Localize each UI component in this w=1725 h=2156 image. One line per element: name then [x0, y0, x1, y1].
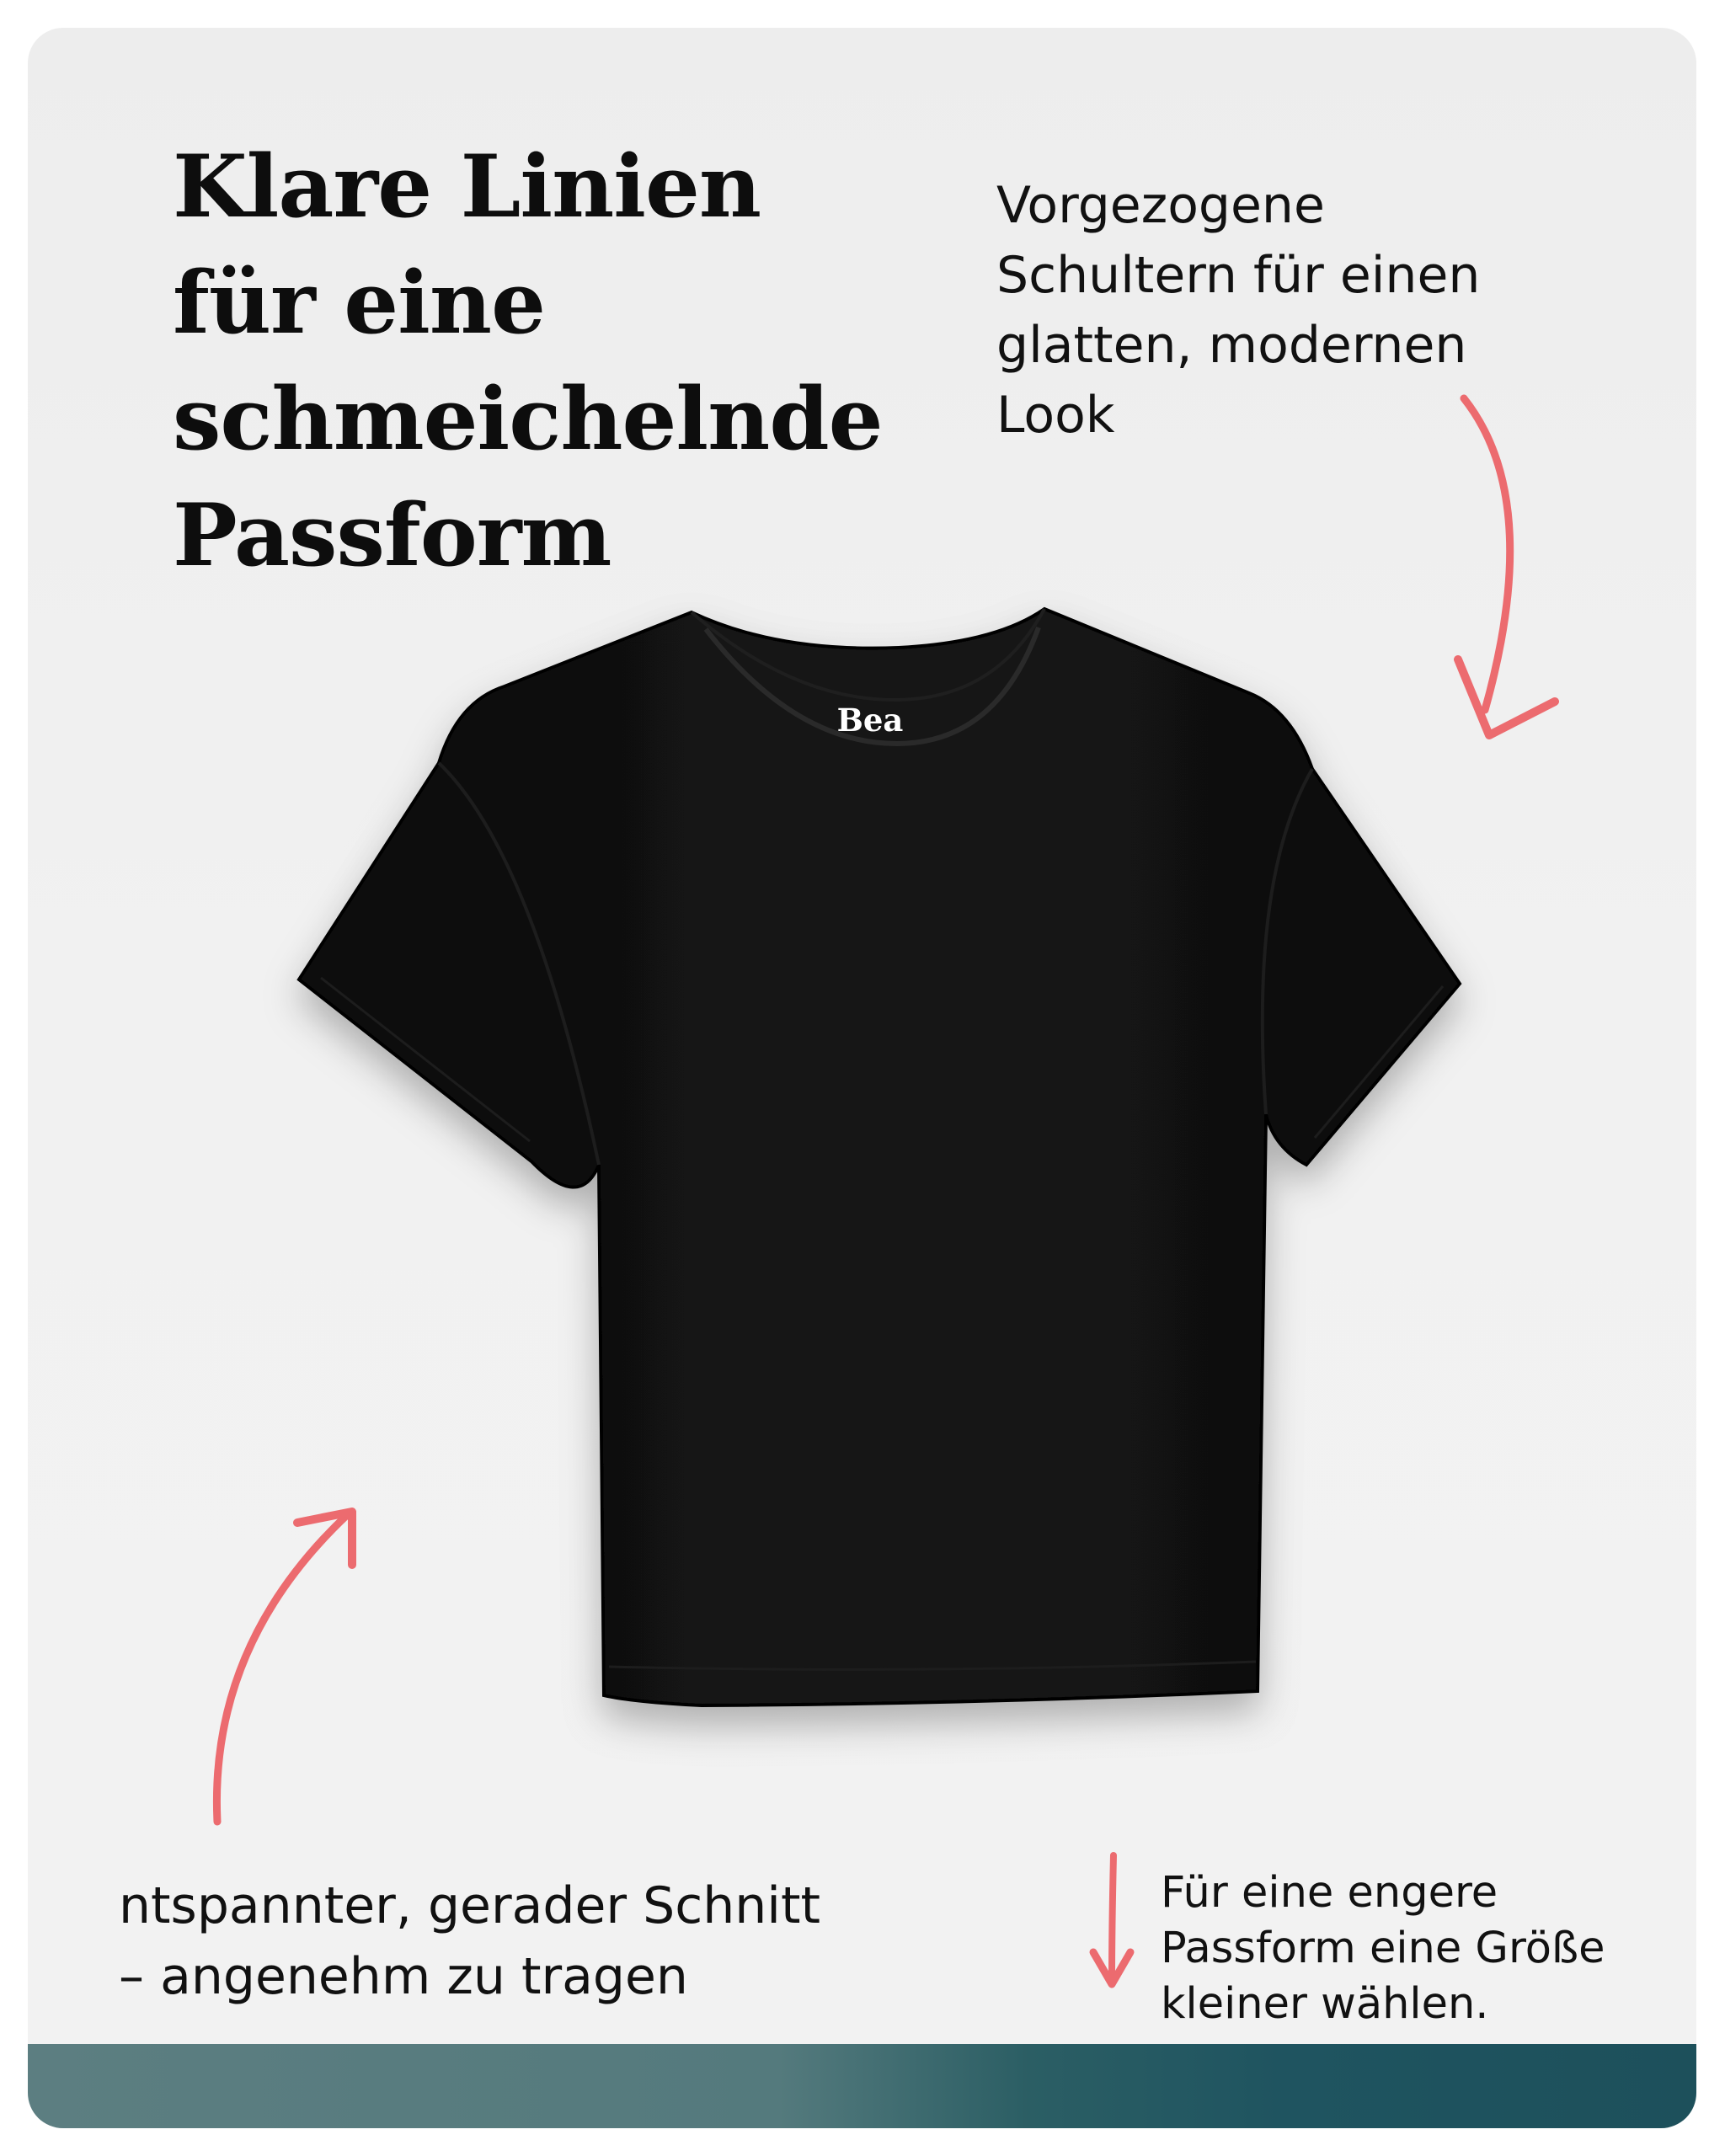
headline-line-4: Passform	[173, 485, 611, 586]
headline-line-2: für eine	[173, 253, 545, 354]
headline-line-1: Klare Linien	[173, 136, 761, 237]
footer-bar	[28, 2044, 1696, 2128]
fit-callout-line-1: ntspannter, gerader Schnitt	[119, 1876, 820, 1935]
shoulders-callout-line-4: Look	[996, 386, 1115, 445]
shoulders-callout-line-3: glatten, modernen	[996, 316, 1467, 375]
headline-line-3: schmeichelnde	[173, 369, 883, 470]
fit-callout	[119, 1870, 820, 2012]
fit-callout-line-2: – angenehm zu tragen	[119, 1947, 688, 2006]
arrow-down-icon	[1068, 1843, 1152, 2011]
size-advice-line-2: Passform eine Größe	[1161, 1924, 1605, 1973]
headline	[173, 129, 883, 594]
brand-logo: Bea	[836, 702, 904, 739]
infographic-card	[28, 28, 1696, 2128]
shoulders-callout	[996, 171, 1480, 451]
size-advice-line-3: kleiner wählen.	[1161, 1979, 1489, 2029]
shoulders-callout-line-2: Schultern für einen	[996, 246, 1481, 305]
size-advice-callout	[1161, 1865, 1605, 2032]
tshirt-image	[255, 575, 1519, 1855]
arrow-up-right-icon	[179, 1476, 398, 1830]
size-advice-line-1: Für eine engere	[1161, 1868, 1498, 1918]
shoulders-callout-line-1: Vorgezogene	[996, 176, 1325, 235]
